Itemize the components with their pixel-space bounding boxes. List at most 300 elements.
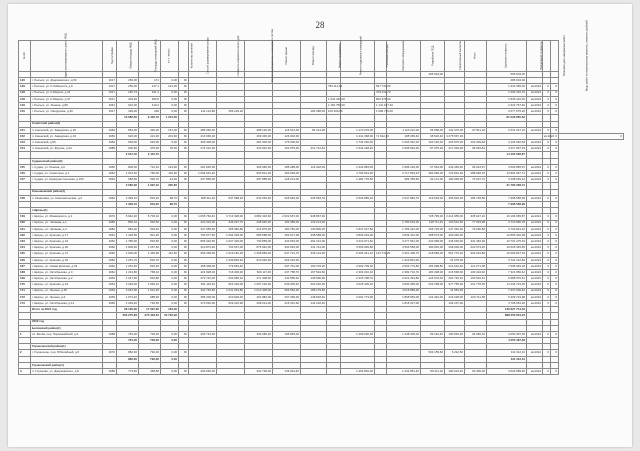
value-cell: 10 625 345,85	[487, 245, 527, 251]
header-c9: Ремонт внутридомовых инженерных систем	[245, 41, 273, 72]
value-cell: 227 856,00	[189, 177, 217, 183]
value-cell: Б/	[179, 164, 189, 170]
value-cell: Б/	[179, 270, 189, 276]
value-cell: 116 512,00	[273, 127, 301, 133]
address-cell: г. Щигры, ул. Октябрьская, д.2	[31, 276, 103, 282]
value-cell: 815,30	[139, 263, 161, 269]
value-cell: 1 432 851,40	[387, 369, 421, 375]
value-cell: 882,60	[117, 350, 139, 356]
value-cell: 1 329,10	[117, 195, 139, 201]
value-cell: 561 770,20	[445, 251, 465, 257]
value-cell: 180 438,00	[421, 270, 445, 276]
value-cell: 1964	[103, 282, 117, 288]
value-cell: 201,60	[161, 133, 179, 139]
value-cell: 28 195,90	[117, 307, 139, 313]
value-cell: 0	[543, 276, 551, 282]
value-cell: 0	[543, 177, 551, 183]
value-cell: Б/	[179, 133, 189, 139]
value-cell: 1964	[103, 177, 117, 183]
value-cell: 647 721,70	[273, 251, 301, 257]
value-cell: 0	[551, 177, 559, 183]
value-cell: 1984	[103, 140, 117, 146]
value-cell: кв.2024	[527, 84, 543, 90]
value-cell: 222 573,45	[465, 245, 487, 251]
value-cell: Б/	[179, 102, 189, 108]
value-cell: 606,60	[117, 146, 139, 152]
row-number: 166	[19, 257, 31, 263]
address-cell: п. Кшенский, д.5б	[31, 140, 103, 146]
value-cell: 94 966,16	[465, 331, 487, 337]
value-cell: 236	[139, 109, 161, 115]
value-cell: 0	[543, 214, 551, 220]
value-cell: 0	[559, 133, 624, 139]
header-c21: Плановая дата завершения работ	[543, 41, 551, 72]
value-cell: 1963	[103, 288, 117, 294]
value-cell: 811,20	[139, 232, 161, 238]
address-cell: г. Щигры, ул. Чапаева, д.1	[31, 220, 103, 226]
value-cell: 1970	[103, 214, 117, 220]
value-cell: 1917	[103, 96, 117, 102]
value-cell: 0	[551, 232, 559, 238]
value-cell: 3 882 426,60	[245, 214, 273, 220]
value-cell: 456 229,20	[217, 109, 245, 115]
value-cell: 476,00	[139, 146, 161, 152]
table-body	[19, 72, 624, 375]
header-c6: Количество жителей	[179, 41, 189, 72]
value-cell: 1965	[103, 300, 117, 306]
address-cell: г. Суджа, пл. Советская, д.1	[31, 171, 103, 177]
row-number: 148	[19, 96, 31, 102]
value-cell: 0	[551, 96, 559, 102]
value-cell: 1 012 408,00	[245, 288, 273, 294]
value-cell: 285 360,00	[189, 127, 217, 133]
address-cell: Советский район(4)	[31, 121, 103, 127]
value-cell: кв.2024	[527, 263, 543, 269]
header-no: № п/п	[19, 41, 31, 72]
value-cell: 823 434,00	[217, 282, 245, 288]
address-cell: с. Казановка, ул. Комсомольская, д.2	[31, 195, 103, 201]
value-cell: 370 532,00	[189, 300, 217, 306]
value-cell: 224 870,00	[445, 140, 465, 146]
address-cell: г. Щигры, ул. Новая Красная, д.34	[31, 263, 103, 269]
value-cell: 1 096 716,00	[376, 109, 393, 114]
value-cell: 332 736,00	[245, 369, 273, 375]
value-cell: 643 264,00	[245, 195, 273, 201]
value-cell: 6 222,50	[445, 350, 465, 356]
address-cell: г. Щигры, ул. Октябрьская, д.4	[31, 270, 103, 276]
value-cell: 0,00	[161, 276, 179, 282]
value-cell: 2 214 955,00	[446, 214, 463, 219]
value-cell: 729,00	[139, 338, 161, 344]
value-cell: 2 647,40	[117, 152, 139, 158]
value-cell: 1 170 078,00	[341, 127, 375, 133]
value-cell: 539 305,40	[273, 282, 301, 288]
value-cell: 235 594,70	[301, 195, 327, 201]
value-cell: кв.2024	[527, 245, 543, 251]
value-cell: 1 818 417,00	[387, 300, 421, 306]
value-cell: 346 645,00	[445, 239, 465, 245]
value-cell: 0,00	[161, 239, 179, 245]
value-cell: 188 179,80	[301, 288, 327, 294]
value-cell: 1 339 825,40	[217, 257, 245, 263]
value-cell: 1 499 000,00	[341, 331, 375, 337]
value-cell: 2 906,00	[117, 251, 139, 257]
value-cell: 261 778,35	[465, 282, 487, 288]
value-cell: 686 588,00	[245, 232, 273, 238]
value-cell: 850,10	[117, 220, 139, 226]
value-cell: 1968	[103, 331, 117, 337]
value-cell: 211 744,00	[301, 245, 327, 251]
table-header-row	[19, 41, 624, 72]
value-cell: 1 780 634,00	[387, 220, 421, 226]
header-c11: Ремонт фасада	[301, 41, 327, 72]
value-cell: 1961	[103, 102, 117, 108]
value-cell: 304 024,80	[465, 251, 487, 257]
value-cell: 0	[543, 220, 551, 226]
value-cell: 0	[551, 133, 559, 139]
value-cell: 2 021 443,80	[387, 276, 421, 282]
value-cell: 7 337 006,40	[487, 288, 527, 294]
row-number: 161	[19, 226, 31, 232]
value-cell: кв.2024	[527, 164, 543, 170]
value-cell: 7 998 558,99	[487, 195, 527, 201]
value-cell: 0	[543, 164, 551, 170]
value-cell: 0,00	[161, 78, 179, 84]
value-cell: 504 155,60	[421, 350, 445, 356]
value-cell: 458,80	[139, 369, 161, 375]
value-cell: 4 593 865,97	[487, 164, 527, 170]
value-cell: 1 284 778,50	[341, 177, 375, 183]
value-cell: 0	[543, 84, 551, 90]
value-cell: 149 343,40	[273, 369, 301, 375]
row-number: 172	[19, 294, 31, 300]
value-cell: 180 023,40	[445, 369, 465, 375]
value-cell: 180 549,00	[445, 331, 465, 337]
value-cell: 186 725,80	[465, 195, 487, 201]
value-cell: 0	[543, 294, 551, 300]
value-cell: Б/	[179, 239, 189, 245]
value-cell: 438 945,00	[245, 220, 273, 226]
header-c15: Лифтовое оборудование	[387, 41, 421, 72]
value-cell: 3 717 863,43	[387, 171, 421, 177]
value-cell: 0	[543, 263, 551, 269]
value-cell: 0	[543, 140, 551, 146]
value-cell: Б/	[179, 177, 189, 183]
value-cell: 3 410 071,40	[341, 239, 375, 245]
row-number: 169	[19, 276, 31, 282]
value-cell: 2 215 798,70	[341, 276, 375, 282]
value-cell: Б/	[179, 195, 189, 201]
value-cell: 180 095,00	[445, 177, 465, 183]
value-cell: 263 275,83	[117, 313, 139, 319]
value-cell: 144 218,40	[301, 300, 327, 306]
value-cell: кв.2024	[527, 282, 543, 288]
value-cell: 10 701 275,34	[487, 239, 527, 245]
value-cell: кв.2024	[527, 270, 543, 276]
value-cell: 335 027,20	[465, 214, 487, 220]
address-cell: г. Горшечное, пер. Юбилейный, д.6	[31, 350, 103, 356]
address-cell: сл. Белая, пер. Первомайский, д.6	[31, 331, 103, 337]
value-cell: кв.2024	[527, 177, 543, 183]
row-number: 173	[19, 300, 31, 306]
value-cell: 213 066,00	[189, 133, 217, 139]
address-cell: Беловский район(1)	[31, 325, 103, 331]
value-cell: 97 811,10	[465, 127, 487, 133]
value-cell	[375, 369, 387, 375]
value-cell: 0,00	[161, 282, 179, 288]
header-c22: Виды работ по капитальному ремонту, стоимость (рублей)	[551, 41, 559, 72]
row-number: 164	[19, 245, 31, 251]
value-cell: 1 418,50	[117, 232, 139, 238]
value-cell: 1 027 429,00	[217, 239, 245, 245]
value-cell: 875 942,00	[245, 245, 273, 251]
value-cell: 792,00	[139, 356, 161, 362]
value-cell: 412 875,00	[245, 226, 273, 232]
value-cell: 291 845,00	[189, 164, 217, 170]
value-cell: 634,30	[139, 140, 161, 146]
value-cell: 3 301 438,70	[387, 251, 421, 257]
value-cell: 0,00	[161, 214, 179, 220]
value-cell: 4 050 497,36	[487, 331, 527, 337]
value-cell: 237 758,70	[273, 270, 301, 276]
value-cell: 1 607,40	[117, 171, 139, 177]
value-cell: 372 742,00	[189, 276, 217, 282]
value-cell: 5 942,20	[117, 214, 139, 220]
value-cell: 1 425,90	[139, 251, 161, 257]
value-cell: кв.2024	[544, 133, 555, 138]
value-cell: 269 436,00	[245, 133, 273, 139]
value-cell: 183 389,00	[273, 220, 301, 226]
value-cell: 247 362,00	[445, 226, 465, 232]
value-cell: 2 529 985,20	[341, 195, 375, 201]
value-cell: 0,00	[161, 338, 179, 344]
address-cell: п. Глушково, ул. Дзержинского, д.8	[31, 369, 103, 375]
value-cell: 4 016 880,00	[387, 288, 421, 294]
value-cell: 44,60	[161, 177, 179, 183]
row-number: 152	[19, 133, 31, 139]
value-cell: 232 668,00	[421, 239, 445, 245]
value-cell: 0	[551, 164, 559, 170]
value-cell: 122 491,00	[421, 294, 445, 300]
value-cell: 14 446 723,25	[487, 282, 527, 288]
address-cell: Горшеченский район(1)	[31, 344, 103, 350]
value-cell: 1 251,70	[117, 257, 139, 263]
value-cell: 529 117,00	[245, 270, 273, 276]
value-cell: 7 508 449,18	[487, 263, 527, 269]
value-cell: 1 423 801,00	[387, 257, 421, 263]
value-cell: 211 124,80	[189, 109, 217, 115]
address-cell: г. Рыльск, ул. Дзержинского, д.50	[31, 78, 103, 84]
value-cell: 458 408,00	[189, 263, 217, 269]
value-cell: 182 386,00	[301, 109, 327, 115]
value-cell: 119 418,00	[301, 164, 327, 170]
value-cell: 953 821,00	[245, 171, 273, 177]
value-cell: Б/	[179, 84, 189, 90]
value-cell: 1 249,40	[117, 300, 139, 306]
value-cell: кв.2024	[527, 195, 543, 201]
value-cell: 1 181 750,00	[328, 102, 345, 107]
address-cell: г. Рыльск, ул. Свердлова, д.30	[31, 109, 103, 115]
value-cell: 4 793 544,00	[341, 171, 375, 177]
value-cell: 216 331,60	[273, 300, 301, 306]
value-cell: кв.2024	[527, 127, 543, 133]
value-cell: 496 604,00	[421, 72, 445, 78]
value-cell: 274 312,00	[189, 146, 217, 152]
address-cell: п. Кшенский, ул. Фрунзе, д.34	[31, 146, 103, 152]
value-cell: 610,00	[117, 102, 139, 108]
value-cell: 802 976,30	[376, 96, 391, 101]
value-cell: 0	[543, 171, 551, 177]
value-cell: 288 928,15	[465, 171, 487, 177]
value-cell: Б/	[179, 220, 189, 226]
row-number: 148	[19, 84, 31, 90]
header-c19: Удельная стоимость	[487, 41, 527, 72]
value-cell: Б/	[179, 282, 189, 288]
value-cell: 1 093 342,00	[387, 140, 421, 146]
value-cell: 263 652,00	[189, 369, 217, 375]
value-cell: 1960	[103, 245, 117, 251]
value-cell: 781,00	[117, 338, 139, 344]
address-cell: г. Щигры, ул. Красная, д.19	[31, 239, 103, 245]
header-area-living: Площадь помещений МКД	[139, 41, 161, 72]
value-cell: 2 382 710,70	[387, 270, 421, 276]
value-cell: 416 568,00	[445, 270, 465, 276]
value-cell: 309 452,00	[445, 232, 465, 238]
value-cell: 0,00	[161, 140, 179, 146]
value-cell: 136 627 714,40	[487, 307, 527, 313]
value-cell: 305 502,93	[445, 195, 465, 201]
value-cell: 0	[551, 220, 559, 226]
value-cell: 309 405,00	[189, 140, 217, 146]
value-cell: 1 044,50	[161, 115, 179, 121]
value-cell: 414 616,40	[445, 263, 465, 269]
value-cell: 1 096 540,00	[387, 146, 421, 152]
value-cell: Б/	[179, 350, 189, 356]
value-cell: 629 416,90	[217, 300, 245, 306]
value-cell: 462 017,38	[273, 232, 301, 238]
value-cell: 0	[551, 109, 559, 115]
value-cell: Б/	[179, 257, 189, 263]
value-cell: 3 830 485,00	[387, 282, 421, 288]
value-cell: 1 041 063,80	[217, 288, 245, 294]
value-cell: 336 680,00	[245, 331, 273, 337]
value-cell: кв.2024	[527, 276, 543, 282]
value-cell: 1982	[103, 226, 117, 232]
address-cell: г. Щигры, ул. Красная, д.44	[31, 282, 103, 288]
value-cell: 1 247,50	[117, 276, 139, 282]
row-number: 171	[19, 288, 31, 294]
value-cell: 160 703,20	[301, 263, 327, 269]
value-cell: 185 288,00	[273, 164, 301, 170]
value-cell: кв.2024	[527, 251, 543, 257]
value-cell: 256,00	[117, 78, 139, 84]
value-cell: кв.2024	[527, 220, 543, 226]
value-cell: 233 158,00	[421, 282, 445, 288]
value-cell: 2 248,20	[117, 282, 139, 288]
value-cell: кв.2024	[527, 102, 543, 108]
value-cell	[217, 369, 245, 375]
value-cell: 287 885,00	[245, 177, 273, 183]
value-cell: 750,00	[139, 171, 161, 177]
value-cell: 3 839 412,00	[387, 232, 421, 238]
value-cell: 1 251,30	[117, 263, 139, 269]
value-cell: кв.2024	[527, 257, 543, 263]
row-number: 156	[19, 171, 31, 177]
value-cell: 0	[543, 270, 551, 276]
value-cell: 129 213,00	[301, 220, 327, 226]
value-cell: 0	[551, 140, 559, 146]
value-cell: кв.2024	[527, 350, 543, 356]
value-cell: кв.2024	[527, 90, 543, 96]
value-cell: 4 025 409,10	[341, 282, 375, 288]
value-cell: 1 441 368,00	[341, 133, 375, 139]
address-cell: г. Рыльск, ул. К.Маркса, д.34	[31, 90, 103, 96]
value-cell: 17 097,90	[139, 307, 161, 313]
value-cell: 103 434,92	[465, 270, 487, 276]
value-cell: 142 470,00	[445, 127, 465, 133]
value-cell: 1 032 440,00	[328, 96, 345, 101]
document-page	[8, 4, 632, 447]
row-number: 155	[19, 164, 31, 170]
value-cell: 262 161,00	[301, 239, 327, 245]
value-cell: 2 503 773,80	[387, 263, 421, 269]
value-cell: кв.2024	[527, 146, 543, 152]
value-cell: 648,00	[117, 140, 139, 146]
value-cell: 128 213,00	[273, 177, 301, 183]
value-cell: 34 732,92	[161, 313, 179, 319]
value-cell: 819,20	[139, 201, 161, 207]
value-cell: 400 645,00	[273, 245, 301, 251]
value-cell: 0	[543, 288, 551, 294]
value-cell: 340 542,00	[245, 146, 273, 152]
value-cell: 16 196 065,87	[487, 214, 527, 220]
value-cell: 311 312,10	[487, 356, 527, 362]
value-cell: 3 563 558,00	[387, 245, 421, 251]
value-cell: 218 686,00	[421, 251, 445, 257]
value-cell: 323 034,00	[189, 220, 217, 226]
value-cell: 0	[543, 232, 551, 238]
value-cell: 66 658,00	[421, 127, 445, 133]
value-cell: 79 290,80	[465, 226, 487, 232]
value-cell: 3 498 625,12	[487, 177, 527, 183]
value-cell: 792,00	[139, 350, 161, 356]
address-cell: Судженский район(4)	[31, 158, 103, 164]
value-cell: 281 300,00	[245, 140, 273, 146]
value-cell: 863,00	[117, 226, 139, 232]
value-cell: 1 099 420,70	[487, 90, 527, 96]
value-cell: 1 267,60	[139, 245, 161, 251]
value-cell: 68 526,46	[421, 133, 445, 139]
value-cell: 2 322 767,40	[487, 102, 527, 108]
address-cell: г. Щигры, ул. Ленина, д.6	[31, 294, 103, 300]
value-cell: 0	[543, 369, 551, 375]
value-cell: 0	[551, 84, 559, 90]
value-cell: 355 382,80	[217, 226, 245, 232]
value-cell: 3 836 249,00	[341, 232, 375, 238]
value-cell: 0	[543, 195, 551, 201]
value-cell: 230,73	[117, 90, 139, 96]
value-cell: 81 026 865,62	[487, 115, 527, 121]
value-cell: 147,1	[139, 84, 161, 90]
address-cell: г. Рыльск, ул. К.Маркса, д.37	[31, 96, 103, 102]
address-cell: Конышевский район(1)	[31, 189, 103, 195]
row-number: 158	[19, 195, 31, 201]
header-c12: Ремонт фундамента	[327, 41, 341, 72]
value-cell: 216 228,00	[445, 294, 465, 300]
value-cell: 1984	[103, 127, 117, 133]
value-cell: 0,00	[161, 257, 179, 263]
address-cell: г. Щигры, ул. Красная, д.49	[31, 257, 103, 263]
